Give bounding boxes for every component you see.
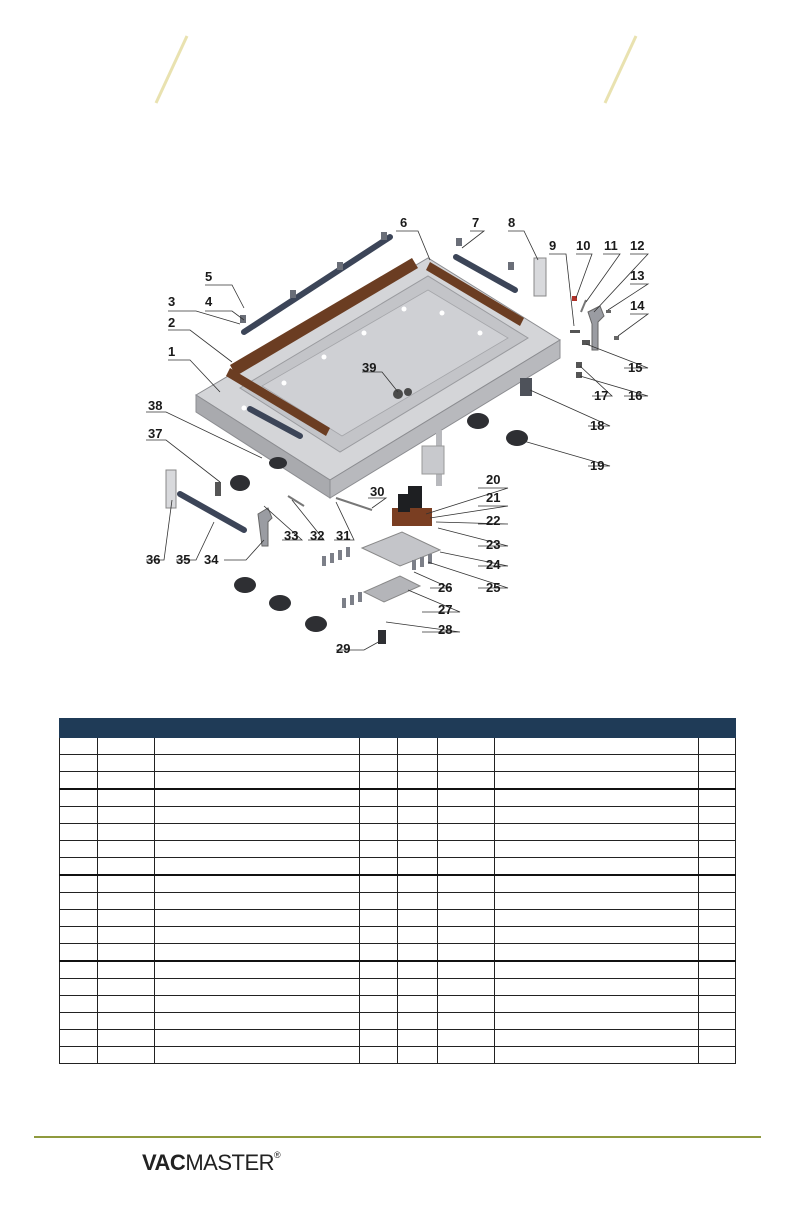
table-cell <box>155 807 360 824</box>
table-cell <box>699 789 736 807</box>
callout-23: 23 <box>486 537 501 552</box>
table-cell <box>398 755 438 772</box>
footer-divider <box>34 1136 761 1138</box>
table-cell <box>699 944 736 962</box>
callout-6: 6 <box>400 215 408 230</box>
table-cell <box>699 910 736 927</box>
table-cell <box>155 755 360 772</box>
table-cell <box>699 841 736 858</box>
table-row <box>60 910 736 927</box>
table-cell <box>98 961 155 979</box>
table-cell <box>495 1030 699 1047</box>
table-cell <box>398 824 438 841</box>
table-cell <box>60 996 98 1013</box>
callout-7: 7 <box>472 215 480 230</box>
table-cell <box>438 875 495 893</box>
table-row <box>60 961 736 979</box>
table-cell <box>438 910 495 927</box>
table-cell <box>360 789 398 807</box>
table-cell <box>699 824 736 841</box>
table-cell <box>398 875 438 893</box>
table-cell <box>98 824 155 841</box>
table-cell <box>438 996 495 1013</box>
callout-22: 22 <box>486 513 501 528</box>
logo-vac: VAC <box>142 1150 186 1175</box>
table-cell <box>398 1013 438 1030</box>
table-cell <box>495 961 699 979</box>
table-cell <box>98 910 155 927</box>
table-cell <box>398 979 438 996</box>
table-cell <box>699 858 736 876</box>
table-cell <box>495 755 699 772</box>
table-cell <box>60 789 98 807</box>
table-cell <box>699 1030 736 1047</box>
callout-19: 19 <box>590 458 605 473</box>
table-cell <box>438 1030 495 1047</box>
table-cell <box>495 807 699 824</box>
table-cell <box>398 944 438 962</box>
table-cell <box>98 772 155 790</box>
table-cell <box>60 1047 98 1064</box>
table-cell <box>155 927 360 944</box>
table-row <box>60 841 736 858</box>
table-cell <box>438 927 495 944</box>
table-row <box>60 858 736 876</box>
callout-32: 32 <box>310 528 325 543</box>
table-cell <box>98 807 155 824</box>
table-cell <box>155 1030 360 1047</box>
table-row <box>60 875 736 893</box>
callout-31: 31 <box>336 528 351 543</box>
vacmaster-logo <box>142 1150 280 1176</box>
callout-26: 26 <box>438 580 453 595</box>
table-cell <box>98 944 155 962</box>
table-row <box>60 789 736 807</box>
callout-20: 20 <box>486 472 501 487</box>
callout-12: 12 <box>630 238 645 253</box>
table-cell <box>699 807 736 824</box>
table-row <box>60 1013 736 1030</box>
header-cell <box>360 719 398 738</box>
table-cell <box>360 979 398 996</box>
table-cell <box>699 772 736 790</box>
table-cell <box>360 738 398 755</box>
table-cell <box>495 979 699 996</box>
table-cell <box>60 772 98 790</box>
table-cell <box>60 910 98 927</box>
table-cell <box>398 996 438 1013</box>
table-cell <box>60 738 98 755</box>
table-cell <box>398 910 438 927</box>
table-cell <box>398 927 438 944</box>
table-cell <box>398 789 438 807</box>
callout-36: 36 <box>146 552 161 567</box>
table-cell <box>398 1047 438 1064</box>
callout-13: 13 <box>630 268 645 283</box>
table-cell <box>438 755 495 772</box>
callout-9: 9 <box>549 238 557 253</box>
table-cell <box>438 1047 495 1064</box>
table-cell <box>155 1013 360 1030</box>
table-cell <box>60 961 98 979</box>
table-cell <box>438 961 495 979</box>
table-cell <box>155 944 360 962</box>
table-cell <box>495 927 699 944</box>
table-row <box>60 807 736 824</box>
table-cell <box>398 772 438 790</box>
table-cell <box>495 738 699 755</box>
header-cell <box>98 719 155 738</box>
table-cell <box>155 824 360 841</box>
table-cell <box>438 824 495 841</box>
table-cell <box>699 893 736 910</box>
table-cell <box>60 755 98 772</box>
table-cell <box>699 738 736 755</box>
callout-33: 33 <box>284 528 299 543</box>
table-cell <box>155 893 360 910</box>
callout-35: 35 <box>176 552 191 567</box>
table-cell <box>495 824 699 841</box>
callout-24: 24 <box>486 557 501 572</box>
table-cell <box>438 789 495 807</box>
table-cell <box>360 944 398 962</box>
table-cell <box>398 858 438 876</box>
table-cell <box>98 1013 155 1030</box>
table-cell <box>699 996 736 1013</box>
table-cell <box>98 755 155 772</box>
table-cell <box>98 996 155 1013</box>
table-row <box>60 824 736 841</box>
callout-4: 4 <box>205 294 213 309</box>
header-cell <box>438 719 495 738</box>
table-cell <box>60 893 98 910</box>
table-cell <box>699 1047 736 1064</box>
table-cell <box>438 944 495 962</box>
table-row <box>60 996 736 1013</box>
callout-37: 37 <box>148 426 163 441</box>
table-cell <box>360 875 398 893</box>
callout-16: 16 <box>628 388 643 403</box>
table-cell <box>98 1030 155 1047</box>
table-cell <box>155 996 360 1013</box>
table-cell <box>360 1013 398 1030</box>
callout-18: 18 <box>590 418 605 433</box>
table-row <box>60 944 736 962</box>
callout-2: 2 <box>168 315 176 330</box>
callout-17: 17 <box>594 388 609 403</box>
table-cell <box>98 841 155 858</box>
callout-14: 14 <box>630 298 645 313</box>
logo-master: MASTER <box>185 1150 275 1175</box>
callout-21: 21 <box>486 490 501 505</box>
table-cell <box>699 875 736 893</box>
table-cell <box>360 858 398 876</box>
table-cell <box>98 789 155 807</box>
table-cell <box>438 979 495 996</box>
header-cell <box>155 719 360 738</box>
table-cell <box>98 875 155 893</box>
table-cell <box>438 738 495 755</box>
table-cell <box>60 824 98 841</box>
table-cell <box>360 910 398 927</box>
table-cell <box>495 1013 699 1030</box>
table-cell <box>438 858 495 876</box>
table-row <box>60 772 736 790</box>
table-row <box>60 755 736 772</box>
table-cell <box>360 961 398 979</box>
table-cell <box>495 893 699 910</box>
table-header-row <box>60 719 736 738</box>
callout-3: 3 <box>168 294 176 309</box>
table-cell <box>699 755 736 772</box>
parts-table <box>59 718 736 1064</box>
table-cell <box>60 979 98 996</box>
table-cell <box>398 961 438 979</box>
table-cell <box>495 772 699 790</box>
table-cell <box>98 858 155 876</box>
table-cell <box>360 772 398 790</box>
callout-34: 34 <box>204 552 219 567</box>
table-row <box>60 893 736 910</box>
parts-table-body <box>60 738 736 1064</box>
table-cell <box>155 841 360 858</box>
header-cell <box>398 719 438 738</box>
table-cell <box>98 979 155 996</box>
table-cell <box>699 927 736 944</box>
table-cell <box>98 1047 155 1064</box>
table-row <box>60 927 736 944</box>
table-cell <box>438 893 495 910</box>
table-row <box>60 738 736 755</box>
table-cell <box>699 1013 736 1030</box>
callout-8: 8 <box>508 215 516 230</box>
table-cell <box>155 789 360 807</box>
table-cell <box>495 858 699 876</box>
table-cell <box>98 893 155 910</box>
table-cell <box>360 755 398 772</box>
callout-27: 27 <box>438 602 453 617</box>
table-cell <box>155 910 360 927</box>
table-cell <box>60 841 98 858</box>
table-cell <box>699 961 736 979</box>
callout-29: 29 <box>336 641 351 656</box>
table-cell <box>495 875 699 893</box>
table-cell <box>155 858 360 876</box>
table-cell <box>495 1047 699 1064</box>
table-cell <box>155 738 360 755</box>
callout-1: 1 <box>168 344 176 359</box>
callout-25: 25 <box>486 580 501 595</box>
table-cell <box>360 807 398 824</box>
table-cell <box>398 1030 438 1047</box>
table-cell <box>360 893 398 910</box>
table-cell <box>98 738 155 755</box>
header-cell <box>495 719 699 738</box>
table-cell <box>155 979 360 996</box>
table-cell <box>360 841 398 858</box>
table-cell <box>398 841 438 858</box>
table-cell <box>495 910 699 927</box>
table-cell <box>60 858 98 876</box>
table-cell <box>60 875 98 893</box>
header-cell <box>60 719 98 738</box>
table-cell <box>699 979 736 996</box>
callout-39: 39 <box>362 360 377 375</box>
table-cell <box>360 927 398 944</box>
header-cell <box>699 719 736 738</box>
callout-28: 28 <box>438 622 453 637</box>
table-cell <box>438 841 495 858</box>
table-cell <box>360 996 398 1013</box>
table-cell <box>438 772 495 790</box>
table-cell <box>60 927 98 944</box>
table-cell <box>495 996 699 1013</box>
callout-5: 5 <box>205 269 213 284</box>
logo-registered-mark: ® <box>274 1150 281 1160</box>
table-row <box>60 1030 736 1047</box>
table-cell <box>60 807 98 824</box>
table-row <box>60 1047 736 1064</box>
table-cell <box>360 1047 398 1064</box>
table-cell <box>495 789 699 807</box>
table-row <box>60 979 736 996</box>
callout-38: 38 <box>148 398 163 413</box>
table-cell <box>495 841 699 858</box>
table-cell <box>155 961 360 979</box>
table-cell <box>398 807 438 824</box>
table-cell <box>495 944 699 962</box>
table-cell <box>60 1030 98 1047</box>
table-cell <box>398 738 438 755</box>
callout-15: 15 <box>628 360 643 375</box>
table-cell <box>155 1047 360 1064</box>
table-cell <box>60 1013 98 1030</box>
table-cell <box>398 893 438 910</box>
table-cell <box>155 772 360 790</box>
table-cell <box>155 875 360 893</box>
table-cell <box>360 824 398 841</box>
table-cell <box>438 807 495 824</box>
table-cell <box>98 927 155 944</box>
callout-11: 11 <box>604 238 618 253</box>
table-cell <box>438 1013 495 1030</box>
callout-30: 30 <box>370 484 385 499</box>
callout-10: 10 <box>576 238 591 253</box>
table-cell <box>60 944 98 962</box>
table-cell <box>360 1030 398 1047</box>
